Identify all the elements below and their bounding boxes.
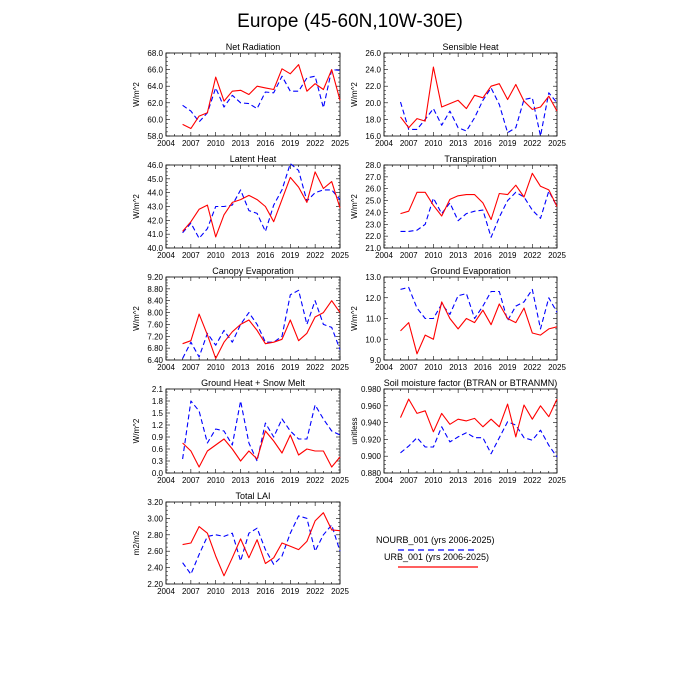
x-tick-label: 2010: [206, 139, 225, 148]
y-tick-label: 44.0: [147, 188, 163, 198]
panel-net-radiation: [132, 42, 349, 148]
y-tick-label: 0.6: [151, 445, 163, 454]
series-line-nourb: [401, 422, 558, 457]
y-tick-label: 10.0: [365, 335, 381, 345]
y-tick-label: 62.0: [147, 98, 163, 108]
series-line-urb: [401, 399, 558, 437]
x-tick-label: 2007: [181, 251, 200, 260]
series-line-nourb: [401, 287, 558, 329]
x-tick-label: 2016: [473, 251, 492, 260]
x-tick-label: 2025: [548, 251, 566, 260]
x-tick-label: 2013: [231, 363, 250, 372]
y-tick-label: 0.960: [360, 401, 381, 411]
panel-ground-evaporation: [350, 266, 566, 372]
x-tick-label: 2016: [473, 139, 492, 148]
panel-soil-moisture-factor-btran-or-btranmn: [350, 378, 566, 485]
x-tick-label: 2004: [375, 363, 393, 372]
series-line-urb: [401, 67, 558, 128]
y-axis-label: unitless: [350, 417, 359, 445]
y-tick-label: 66.0: [147, 65, 163, 75]
series-line-urb: [183, 513, 340, 576]
panel-title: Canopy Evaporation: [212, 266, 294, 276]
x-tick-label: 2007: [399, 363, 418, 372]
y-tick-label: 2.20: [147, 580, 163, 589]
y-tick-label: 25.0: [365, 196, 381, 206]
x-tick-label: 2010: [206, 363, 225, 372]
legend-urb-label: URB_001 (yrs 2006-2025): [384, 552, 490, 562]
panel-title: Transpiration: [444, 154, 497, 164]
chart-panels: [132, 42, 566, 596]
y-tick-label: 3.20: [147, 498, 163, 507]
x-tick-label: 2016: [256, 476, 275, 485]
y-axis-label: W/m^2: [132, 82, 141, 107]
y-tick-label: 0.3: [151, 457, 163, 466]
y-tick-label: 40.0: [147, 244, 163, 253]
y-tick-label: 1.8: [151, 397, 163, 406]
panel-title: Latent Heat: [229, 154, 277, 164]
plot-frame: [166, 53, 340, 136]
y-tick-label: 41.0: [147, 230, 163, 240]
y-tick-label: 21.0: [365, 244, 381, 253]
y-tick-label: 64.0: [147, 82, 163, 92]
y-tick-label: 26.0: [365, 49, 381, 58]
y-tick-label: 23.0: [365, 220, 381, 230]
x-tick-label: 2010: [424, 139, 443, 148]
x-tick-label: 2022: [306, 139, 325, 148]
x-tick-label: 2013: [449, 251, 468, 260]
x-tick-label: 2025: [548, 363, 566, 372]
y-axis-label: m2/m2: [132, 530, 141, 556]
y-tick-label: 11.0: [366, 314, 381, 324]
x-tick-label: 2010: [424, 251, 443, 260]
x-tick-label: 2013: [231, 587, 250, 596]
x-tick-label: 2019: [498, 363, 517, 372]
y-tick-label: 2.40: [147, 563, 163, 573]
x-tick-label: 2022: [523, 139, 542, 148]
y-tick-label: 7.20: [147, 332, 163, 342]
x-tick-label: 2010: [424, 476, 443, 485]
y-tick-label: 0.940: [360, 418, 381, 428]
series-line-nourb: [183, 70, 340, 122]
y-tick-label: 45.0: [147, 174, 163, 184]
y-axis-label: W/m^2: [132, 306, 141, 331]
x-tick-label: 2007: [181, 139, 200, 148]
y-tick-label: 2.1: [151, 385, 163, 394]
series-line-nourb: [183, 290, 340, 358]
x-tick-label: 2016: [256, 251, 275, 260]
x-tick-label: 2016: [256, 139, 275, 148]
panel-title: Sensible Heat: [442, 42, 499, 52]
y-axis-label: W/m^2: [350, 194, 359, 219]
x-tick-label: 2022: [306, 476, 325, 485]
y-tick-label: 13.0: [365, 273, 381, 282]
y-tick-label: 27.0: [365, 172, 381, 182]
y-axis-label: W/m^2: [132, 418, 141, 444]
y-axis-label: W/m^2: [350, 306, 359, 331]
x-tick-label: 2013: [449, 363, 468, 372]
x-tick-label: 2022: [306, 363, 325, 372]
y-tick-label: 0.9: [151, 433, 163, 442]
x-tick-label: 2019: [498, 139, 517, 148]
y-tick-label: 26.0: [365, 184, 381, 194]
y-tick-label: 2.80: [147, 530, 163, 540]
x-tick-label: 2013: [231, 139, 250, 148]
x-tick-label: 2007: [181, 363, 200, 372]
x-tick-label: 2016: [256, 363, 275, 372]
y-tick-label: 60.0: [147, 115, 163, 125]
y-tick-label: 6.80: [147, 344, 163, 354]
x-tick-label: 2019: [498, 251, 517, 260]
y-tick-label: 9.20: [147, 273, 163, 282]
x-tick-label: 2022: [523, 476, 542, 485]
x-tick-label: 2004: [375, 251, 393, 260]
y-axis-label: W/m^2: [132, 194, 141, 219]
y-tick-label: 3.00: [147, 514, 163, 524]
y-tick-label: 46.0: [147, 161, 163, 170]
x-tick-label: 2004: [157, 476, 175, 485]
x-tick-label: 2007: [399, 251, 418, 260]
x-tick-label: 2013: [449, 139, 468, 148]
x-tick-label: 2025: [331, 363, 349, 372]
x-tick-label: 2019: [281, 251, 300, 260]
y-tick-label: 20.0: [365, 98, 381, 108]
y-tick-label: 0.980: [360, 385, 381, 394]
y-tick-label: 16.0: [365, 132, 381, 141]
y-tick-label: 24.0: [365, 65, 381, 75]
x-tick-label: 2007: [181, 476, 200, 485]
x-tick-label: 2010: [206, 476, 225, 485]
x-tick-label: 2025: [548, 476, 566, 485]
x-tick-label: 2016: [256, 587, 275, 596]
legend: [376, 535, 495, 567]
y-tick-label: 24.0: [365, 208, 381, 218]
x-tick-label: 2025: [331, 251, 349, 260]
x-tick-label: 2010: [424, 363, 443, 372]
x-tick-label: 2004: [375, 139, 393, 148]
panel-title: Ground Heat + Snow Melt: [201, 378, 305, 388]
x-tick-label: 2019: [281, 139, 300, 148]
series-line-urb: [401, 302, 558, 354]
y-tick-label: 0.900: [360, 452, 381, 462]
legend-nourb-label: NOURB_001 (yrs 2006-2025): [376, 535, 495, 545]
y-tick-label: 0.0: [151, 469, 163, 478]
figure-title: Europe (45-60N,10W-30E): [237, 11, 463, 32]
y-tick-label: 1.5: [151, 409, 163, 418]
series-line-urb: [401, 173, 558, 219]
y-tick-label: 22.0: [365, 82, 381, 92]
x-tick-label: 2025: [548, 139, 566, 148]
x-tick-label: 2022: [306, 251, 325, 260]
x-tick-label: 2019: [281, 476, 300, 485]
panel-ground-heat-snow-melt: [132, 378, 349, 485]
y-tick-label: 8.00: [147, 308, 163, 318]
y-tick-label: 43.0: [147, 202, 163, 212]
y-tick-label: 18.0: [365, 115, 381, 125]
x-tick-label: 2004: [157, 251, 175, 260]
panel-title: Net Radiation: [225, 42, 281, 52]
x-tick-label: 2007: [399, 476, 418, 485]
panel-transpiration: [350, 154, 566, 260]
panel-latent-heat: [132, 154, 349, 260]
x-tick-label: 2022: [306, 587, 325, 596]
y-tick-label: 2.60: [147, 547, 163, 557]
x-tick-label: 2022: [523, 251, 542, 260]
series-line-urb: [183, 301, 340, 359]
panel-title: Ground Evaporation: [430, 266, 511, 276]
y-tick-label: 6.40: [147, 356, 163, 365]
y-tick-label: 0.880: [360, 469, 381, 478]
x-tick-label: 2013: [449, 476, 468, 485]
y-tick-label: 28.0: [365, 161, 381, 170]
y-tick-label: 0.920: [360, 435, 381, 445]
plot-frame: [384, 53, 557, 136]
panel-sensible-heat: [350, 42, 566, 148]
x-tick-label: 2004: [157, 363, 175, 372]
y-tick-label: 9.0: [369, 356, 381, 365]
y-tick-label: 1.2: [151, 421, 163, 430]
x-tick-label: 2004: [157, 139, 175, 148]
series-line-nourb: [401, 88, 558, 136]
panel-total-lai: [132, 491, 349, 596]
x-tick-label: 2019: [281, 587, 300, 596]
series-line-nourb: [183, 401, 340, 461]
x-tick-label: 2007: [399, 139, 418, 148]
y-tick-label: 7.60: [147, 320, 163, 330]
x-tick-label: 2010: [206, 251, 225, 260]
x-tick-label: 2016: [473, 363, 492, 372]
x-tick-label: 2022: [523, 363, 542, 372]
x-tick-label: 2025: [331, 476, 349, 485]
series-line-nourb: [183, 516, 340, 574]
y-tick-label: 22.0: [365, 232, 381, 242]
y-tick-label: 12.0: [365, 293, 381, 303]
panel-title: Soil moisture factor (BTRAN or BTRANMN): [383, 378, 558, 388]
y-tick-label: 8.40: [147, 296, 163, 306]
x-tick-label: 2019: [498, 476, 517, 485]
series-line-urb: [183, 172, 340, 237]
x-tick-label: 2013: [231, 251, 250, 260]
x-tick-label: 2010: [206, 587, 225, 596]
x-tick-label: 2004: [375, 476, 393, 485]
x-tick-label: 2016: [473, 476, 492, 485]
panel-title: Total LAI: [235, 491, 271, 501]
x-tick-label: 2013: [231, 476, 250, 485]
x-tick-label: 2025: [331, 587, 349, 596]
y-tick-label: 42.0: [147, 216, 163, 226]
panel-canopy-evaporation: [132, 266, 349, 372]
x-tick-label: 2025: [331, 139, 349, 148]
y-tick-label: 58.0: [147, 132, 163, 141]
y-axis-label: W/m^2: [350, 82, 359, 107]
series-line-urb: [183, 65, 340, 129]
x-tick-label: 2007: [181, 587, 200, 596]
x-tick-label: 2019: [281, 363, 300, 372]
y-tick-label: 68.0: [147, 49, 163, 58]
x-tick-label: 2004: [157, 587, 175, 596]
y-tick-label: 8.80: [147, 284, 163, 294]
